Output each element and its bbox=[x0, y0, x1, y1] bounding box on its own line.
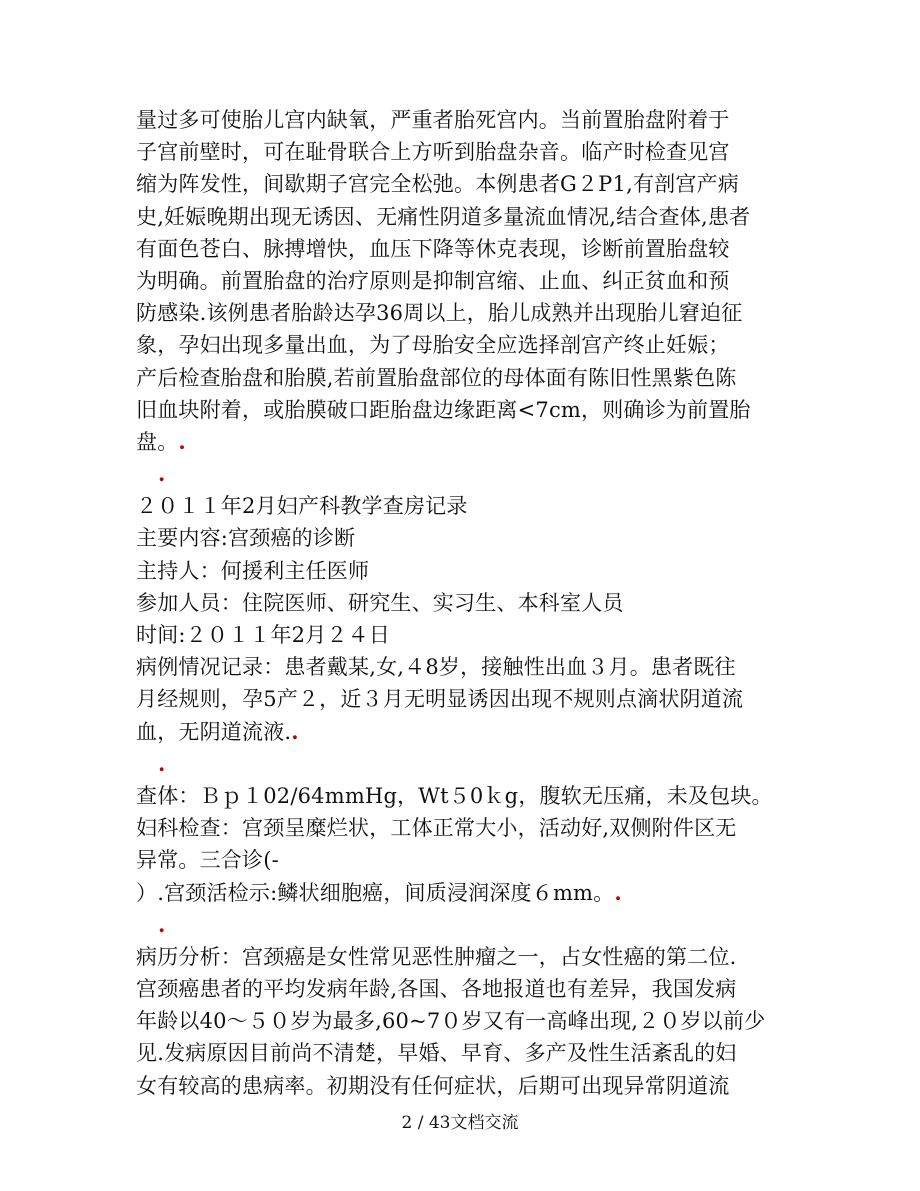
red-dot-mark: . bbox=[614, 879, 622, 905]
text-line: 旧血块附着，或胎膜破口距胎盘边缘距离<7cm，则确诊为前置胎 bbox=[136, 397, 751, 422]
gyn-exam-line: 妇科检查：宫颈呈糜烂状，工体正常大小，活动好,双侧附件区无 bbox=[136, 816, 737, 841]
red-dot-line bbox=[136, 909, 796, 941]
physical-exam-line: 查体：Ｂｐ１02/64mmHg，Wt５0ｋg，腹软无压痛，未及包块。 bbox=[136, 783, 773, 808]
red-dot-mark: . bbox=[158, 461, 166, 487]
biopsy-line bbox=[136, 877, 796, 909]
text-fragment: 盘。 bbox=[136, 429, 179, 454]
host-line: 主持人：何援利主任医师 bbox=[136, 558, 370, 583]
red-dot-mark: . bbox=[178, 428, 186, 454]
time-line: 时间:２０１１年2月２４日 bbox=[136, 623, 391, 647]
analysis-line: 女有较高的患病率。初期没有任何症状，后期可出现异常阴道流 bbox=[136, 1073, 730, 1098]
case-record-line bbox=[136, 716, 796, 748]
red-dot-mark: . bbox=[158, 911, 166, 937]
text-line bbox=[136, 426, 796, 458]
red-dot-mark: . bbox=[291, 718, 299, 744]
text-line: 缩为阵发性，间歇期子宫完全松弛。本例患者G２P1,有剖宫产病 bbox=[136, 172, 739, 197]
text-line: 象，孕妇出现多量出血，为了母胎安全应选择剖宫产终止妊娠； bbox=[136, 333, 730, 358]
record-title: ２０１１年2月妇产科教学查房记录 bbox=[136, 494, 468, 519]
analysis-line: 病历分析：宫颈癌是女性常见恶性肿瘤之一，占女性癌的第二位. bbox=[136, 944, 737, 969]
text-fragment: 血，无阴道流液. bbox=[136, 719, 292, 744]
text-line: 为明确。前置胎盘的治疗原则是抑制宫缩、止血、纠正贫血和预 bbox=[136, 268, 730, 293]
text-line: 有面色苍白、脉搏增快，血压下降等休克表现，诊断前置胎盘较 bbox=[136, 236, 730, 261]
text-line: 史,妊娠晚期出现无诱因、无痛性阴道多量流血情况,结合查体,患者 bbox=[136, 204, 751, 229]
text-line: 防感染.该例患者胎龄达孕36周以上，胎儿成熟并出现胎儿窘迫征 bbox=[136, 301, 743, 326]
gyn-exam-line: 异常。三合诊(- bbox=[136, 848, 279, 873]
page-footer: 2 / 43文档交流 bbox=[401, 1113, 519, 1133]
case-record-line: 月经规则，孕5产２，近３月无明显诱因出现不规则点滴状阴道流 bbox=[136, 687, 744, 712]
participants-line: 参加人员：住院医师、研究生、实习生、本科室人员 bbox=[136, 590, 624, 615]
analysis-line: 宫颈癌患者的平均发病年龄,各国、各地报道也有差异，我国发病 bbox=[136, 977, 737, 1002]
case-record-line: 病例情况记录：患者戴某,女,４8岁，接触性出血３月。患者既往 bbox=[136, 655, 736, 680]
text-line: 量过多可使胎儿宫内缺氧，严重者胎死宫内。当前置胎盘附着于 bbox=[136, 108, 730, 132]
text-line: 产后检查胎盘和胎膜,若前置胎盘部位的母体面有陈旧性黑紫色陈 bbox=[136, 365, 737, 390]
analysis-line: 年龄以40～５０岁为最多,60~7０岁又有一高峰出现,２０岁以前少 bbox=[136, 1009, 766, 1034]
red-dot-line bbox=[136, 748, 796, 780]
red-dot-mark: . bbox=[158, 750, 166, 776]
main-content: 主要内容:宫颈癌的诊断 bbox=[136, 526, 356, 551]
document-body bbox=[136, 104, 796, 1102]
analysis-line: 见.发病原因目前尚不清楚，早婚、早育、多产及性生活紊乱的妇 bbox=[136, 1041, 737, 1066]
text-line: 子宫前壁时，可在耻骨联合上方听到胎盘杂音。临产时检查见宫 bbox=[136, 140, 730, 165]
red-dot-line bbox=[136, 458, 796, 490]
text-fragment: ）.宫颈活检示:鳞状细胞癌，间质浸润深度６mm。 bbox=[136, 880, 615, 905]
